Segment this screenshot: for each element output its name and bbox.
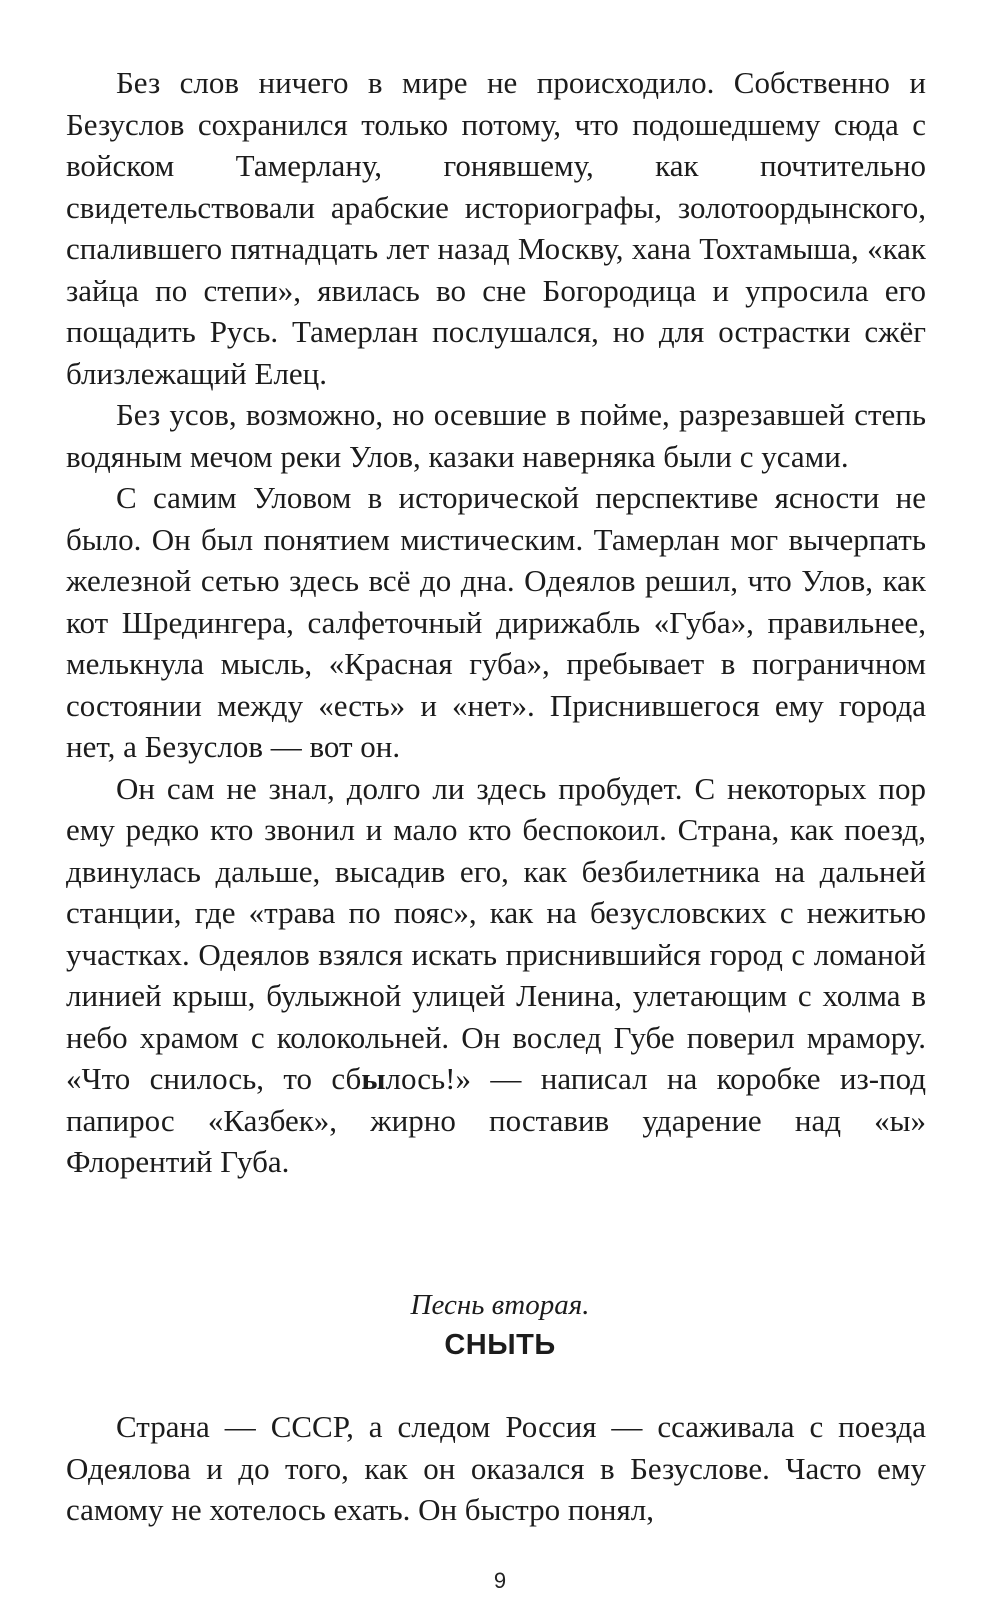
paragraph-text-start: Он сам не знал, долго ли здесь пробудет. С некоторых пор ему редко кто звонил и мало кто беспокоил. Страна, как поезд, двинулась дальше, высадив его, как безбилетника на дальней станции, где «трава по пояс», как на безусловских с нежитью участках. Одеялов взялся искать приснившийся город с ломаной линией крыш, булыжной улицей Ленина, улетающим с холма в небо храмом с колокольней. Он вослед Губе поверил мрамору. «Что снилось, то сб xyxy=(66,770,926,1096)
paragraph: Без усов, возможно, но осевшие в пойме, разрезавшей степь водяным мечом реки Улов, казаки наверняка были с усами. xyxy=(66,397,926,474)
paragraph: С самим Уловом в исторической перспективе ясности не было. Он был понятием мистическим. Тамерлан мог вычерпать железной сетью здесь всё до дна. Одеялов решил, что Улов, как кот Шредингера, салфеточный дирижабль «Губа», правильнее, мелькнула мысль, «Красная губа», пребывает в пограничном состоянии между «есть» и «нет». Приснившегося ему города нет, а Безуслов — вот он. xyxy=(66,480,926,764)
text-block-top xyxy=(66,62,926,1183)
chapter-subtitle: Песнь вторая. xyxy=(410,1289,590,1321)
chapter-title: СНЫТЬ xyxy=(444,1329,556,1361)
text-block-bottom xyxy=(66,1406,926,1531)
stressed-letter: ы xyxy=(361,1061,386,1096)
paragraph: Без слов ничего в мире не происходило. Собственно и Безуслов сохранился только потому, что подошедшему сюда с войском Тамерлану, гонявшему, как почтительно свидетельствовали арабские историографы, золотоордынского, спалившего пятнадцать лет назад Москву, хана Тохтамыша, «как зайца по степи», явилась во сне Богородица и упросила его пощадить Русь. Тамерлан послушался, но для острастки сжёг близлежащий Елец. xyxy=(66,65,926,391)
paragraph-text-end: лось!» — написал на коробке из-под папирос «Казбек», жирно поставив ударение над «ы» Флорентий Губа. xyxy=(66,1061,926,1179)
page-number: 9 xyxy=(493,1568,507,1593)
paragraph: Страна — СССР, а следом Россия — ссаживала с поезда Одеялова и до того, как он оказался в Безуслове. Часто ему самому не хотелось ехать. Он быстро понял, xyxy=(66,1409,926,1527)
paragraph xyxy=(66,768,926,1183)
